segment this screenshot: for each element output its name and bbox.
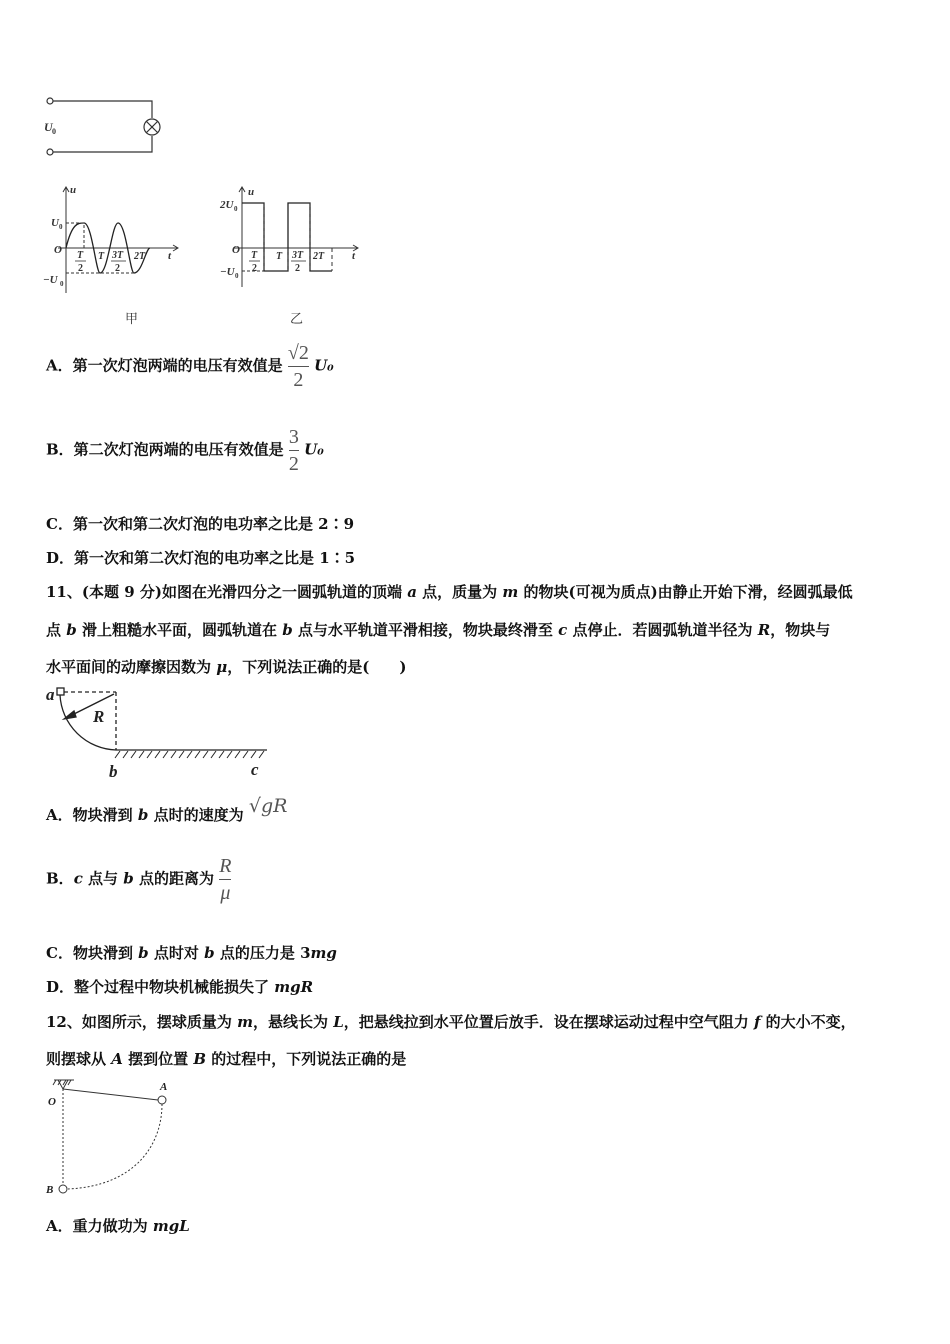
q11-stem-line1: 11、(本题 9 分)如图在光滑四分之一圆弧轨道的顶端 a 点，质量为 m 的物块(可视为质点)由静止开始下滑，经圆弧最低 [46,583,853,601]
svg-text:R: R [93,707,105,726]
svg-text:0: 0 [234,205,238,213]
svg-text:T: T [276,251,283,262]
q11-stem-line3: 水平面间的动摩擦因数为 μ，下列说法正确的是( ) [46,658,407,676]
bob-b-icon [59,1185,67,1193]
svg-text:2T: 2T [313,251,325,262]
pendulum-string [63,1089,158,1100]
svg-text:T: T [98,251,105,262]
svg-text:t: t [352,250,356,262]
svg-text:U: U [51,217,59,229]
svg-text:t: t [168,250,172,262]
svg-text:O: O [54,244,62,256]
svg-text:c: c [251,760,259,779]
svg-text:0: 0 [59,223,63,231]
fraction: $\frac{√2}{2}$ [287,342,309,391]
svg-text:2: 2 [115,263,120,274]
svg-text:u: u [70,184,77,196]
q11-option-b: B．c 点与 b 点的距离为 $\frac{R}{\mu}$ [46,855,232,904]
q11-arc-track-figure [42,684,274,784]
svg-text:T: T [77,250,84,261]
graph-yi-caption: 乙 [290,312,304,327]
svg-text:0: 0 [52,127,56,136]
circuit-figure [40,92,170,164]
arc-track [60,695,116,750]
block-icon [57,688,64,695]
fraction: $\frac{R}{\mu}$ [219,855,232,904]
svg-text:2T: 2T [134,251,146,262]
q11-option-d: D．整个过程中物块机械能损失了 mgR [46,978,314,996]
q11-stem-line2: 点 b 滑上粗糙水平面，圆弧轨道在 b 点与水平轨道平滑相接，物块最终滑至 c 点停止．若圆弧轨道半径为 R，物块与 [46,621,831,639]
q10-option-d: D．第一次和第二次灯泡的电功率之比是 1∶5 [46,549,356,567]
svg-text:O: O [48,1096,56,1108]
svg-text:−U: −U [220,266,235,278]
svg-text:3T: 3T [292,250,304,261]
graph-yi [218,183,368,303]
svg-text:u: u [248,186,255,198]
q12-stem-line2: 则摆球从 A 摆到位置 B 的过程中，下列说法正确的是 [46,1050,407,1068]
svg-text:2: 2 [252,263,257,274]
svg-text:O: O [232,244,240,256]
q11-option-c: C．物块滑到 b 点时对 b 点的压力是 3mg [46,944,337,962]
svg-text:0: 0 [235,272,239,280]
svg-text:2: 2 [295,263,300,274]
fraction: $\frac{3}{2}$ [288,426,299,475]
graph-jia-caption: 甲 [125,312,139,327]
q10-option-b: B．第二次灯泡两端的电压有效值是 $\frac{3}{2} U_0$ [46,426,324,475]
q10-option-a: A．第一次灯泡两端的电压有效值是 $\frac{√2}{2} U_0$ [46,342,334,391]
q11-option-a: A．物块滑到 b 点时的速度为 √gR [46,795,288,824]
svg-text:3T: 3T [112,250,124,261]
svg-text:2U: 2U [220,199,234,211]
circuit-voltage-label: U [44,120,53,134]
svg-text:A: A [160,1081,168,1093]
swing-path [68,1104,162,1189]
q12-stem-line1: 12、如图所示，摆球质量为 m，悬线长为 L，把悬线拉到水平位置后放手．设在摆球运动过程中空气阻力 f 的大小不变， [46,1013,856,1031]
svg-text:2: 2 [78,263,83,274]
svg-text:0: 0 [60,280,64,288]
svg-text:−U: −U [43,274,58,286]
q10-option-c: C．第一次和第二次灯泡的电功率之比是 2∶9 [46,515,355,533]
svg-text:T: T [251,250,258,261]
svg-text:B: B [46,1184,54,1196]
q12-pendulum-figure [44,1076,179,1200]
bob-a-icon [158,1096,166,1104]
q12-option-a: A．重力做功为 mgL [46,1217,190,1235]
svg-text:b: b [109,762,118,781]
svg-text:a: a [46,685,55,704]
graph-jia [40,183,185,303]
